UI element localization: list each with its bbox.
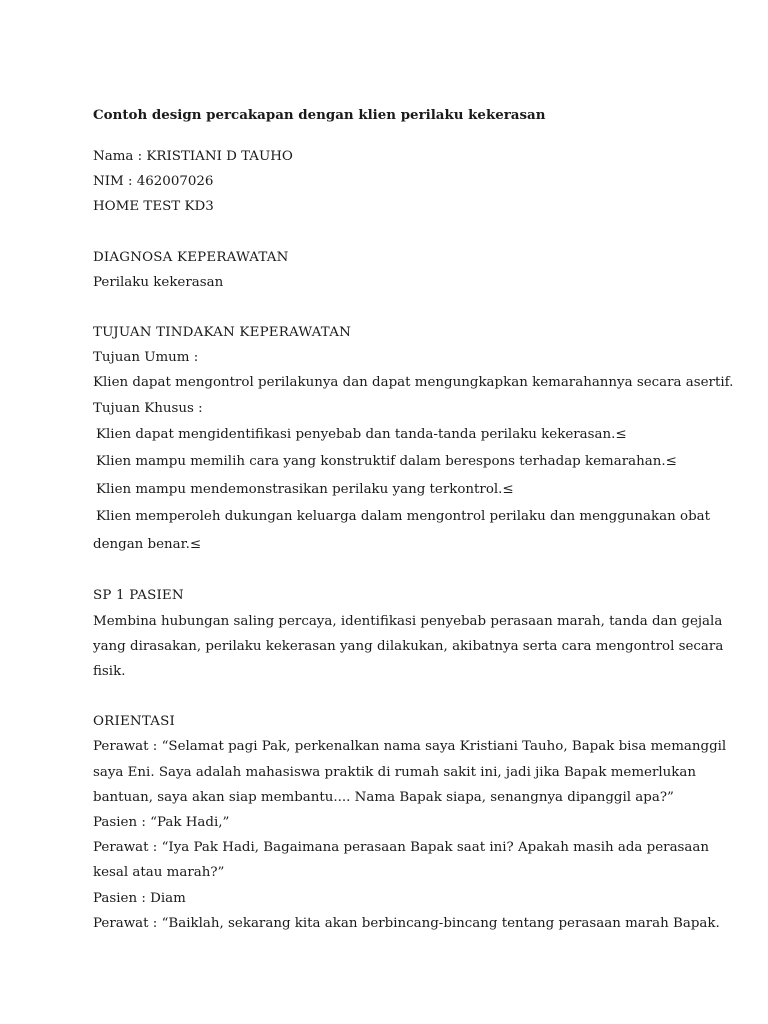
specific-goal-item-continued: dengan benar.≤ (93, 536, 202, 552)
specific-goal-label: Tujuan Khusus : (93, 400, 203, 416)
sp1-line: yang dirasakan, perilaku kekerasan yang dilakukan, akibatnya serta cara mengontrol secara (93, 638, 724, 654)
spacer (93, 684, 683, 709)
document-title: Contoh design percakapan dengan klien perilaku kekerasan (93, 107, 546, 123)
dialogue-line: Pasien : “Pak Hadi,” (93, 814, 230, 830)
spacer (93, 295, 683, 320)
spacer (93, 220, 683, 245)
dialogue-line: Pasien : Diam (93, 890, 186, 906)
dialogue-line: kesal atau marah?” (93, 865, 225, 881)
specific-goal-item: Klien mampu memilih cara yang konstruktif dalam berespons terhadap kemarahan.≤ (96, 454, 677, 470)
dialogue-line: bantuan, saya akan siap membantu.... Nama Bapak siapa, senangnya dipanggil apa?” (93, 789, 674, 805)
goals-heading: TUJUAN TINDAKAN KEPERAWATAN (93, 325, 351, 341)
specific-goal-item: Klien dapat mengidentifikasi penyebab dan tanda-tanda perilaku kekerasan.≤ (96, 426, 627, 442)
dialogue-line: saya Eni. Saya adalah mahasiswa praktik di rumah sakit ini, jadi jika Bapak memerlukan (93, 764, 696, 780)
diagnosis-heading: DIAGNOSA KEPERAWATAN (93, 249, 289, 265)
dialogue-line: Perawat : “Selamat pagi Pak, perkenalkan nama saya Kristiani Tauho, Bapak bisa memanggil (93, 739, 727, 755)
diagnosis-text: Perilaku kekerasan (93, 274, 224, 290)
orientation-heading: ORIENTASI (93, 714, 175, 730)
student-nim: NIM : 462007026 (93, 174, 214, 190)
spacer (93, 558, 683, 583)
specific-goal-item: Klien mampu mendemonstrasikan perilaku yang terkontrol.≤ (96, 481, 514, 497)
sp1-line: fisik. (93, 663, 126, 679)
dialogue-line: Perawat : “Iya Pak Hadi, Bagaimana perasaan Bapak saat ini? Apakah masih ada perasaan (93, 840, 710, 856)
general-goal-label: Tujuan Umum : (93, 350, 199, 366)
test-label: HOME TEST KD3 (93, 199, 214, 215)
sp1-line: Membina hubungan saling percaya, identifikasi penyebab perasaan marah, tanda dan gejala (93, 613, 723, 629)
sp1-heading: SP 1 PASIEN (93, 588, 184, 604)
general-goal-text: Klien dapat mengontrol perilakunya dan dapat mengungkapkan kemarahannya secara asertif. (93, 375, 734, 391)
document-page (93, 104, 734, 936)
dialogue-line: Perawat : “Baiklah, sekarang kita akan berbincang-bincang tentang perasaan marah Bapak. (93, 915, 720, 931)
student-name: Nama : KRISTIANI D TAUHO (93, 149, 293, 164)
specific-goal-item: Klien memperoleh dukungan keluarga dalam mengontrol perilaku dan menggunakan obat (96, 509, 711, 525)
